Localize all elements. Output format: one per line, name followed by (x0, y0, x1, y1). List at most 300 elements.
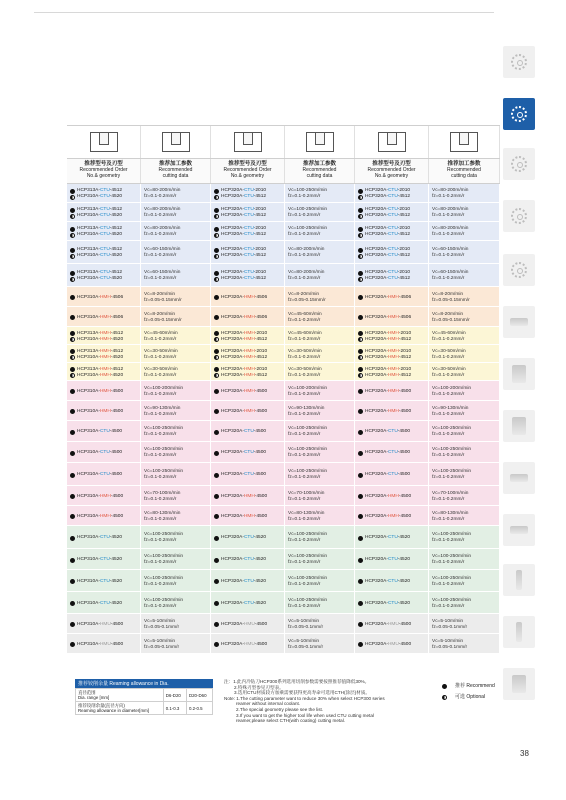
product-code[interactable]: HCP310A-HMH-4500 (70, 514, 138, 520)
product-code[interactable]: HCP310A-CTU-4520 (70, 213, 138, 219)
tool-icon (512, 417, 526, 435)
product-code[interactable]: HCP320A-CTU-2010 (214, 270, 282, 276)
product-code[interactable]: HCP320A-CTU-4520 (358, 579, 426, 585)
product-code[interactable]: HCP320A-HMH-4500 (214, 494, 282, 500)
product-code[interactable]: HCP313A-HMH-4512 (70, 367, 138, 373)
product-code[interactable]: HCP320A-HMU-4500 (214, 622, 282, 628)
cutting-speed: Vc=8-20m/min (432, 291, 464, 297)
product-cell (67, 421, 141, 441)
product-code[interactable]: HCP320A-HMH-2010 (358, 367, 426, 373)
optional-half-dot-icon (214, 195, 219, 200)
page-number: 38 (520, 749, 529, 758)
product-cell (355, 184, 429, 202)
product-code[interactable]: HCP320A-CTU-2010 (214, 226, 282, 232)
product-code[interactable]: HCP313A-CTU-4512 (70, 226, 138, 232)
note-line: 2.The special geometry please see the list. (236, 706, 324, 712)
recommend-dot-icon (214, 601, 219, 606)
product-cell (355, 634, 429, 653)
cutting-data-cell (285, 241, 355, 263)
cutting-speed: Vc=100-250m/min (288, 575, 328, 581)
sidebar-item-10[interactable] (503, 514, 535, 546)
sidebar-item-12[interactable] (503, 616, 535, 648)
product-code[interactable]: HCP320A-HMH-4500 (214, 389, 282, 395)
header-text: Recommended Order (223, 167, 272, 173)
cutting-speed: Vc=100-250m/min (144, 575, 184, 581)
cutting-data-cell (141, 506, 211, 525)
table-row (67, 264, 500, 287)
product-code[interactable]: HCP310A-CTU-4520 (70, 557, 138, 563)
table-header (67, 158, 500, 184)
product-code[interactable]: HCP320A-HMH-4506 (214, 315, 282, 321)
product-code[interactable]: HCP320A-HMU-4500 (214, 642, 282, 648)
product-code[interactable]: HCP310A-CTU-4520 (70, 253, 138, 259)
product-code[interactable]: HCP320A-CTU-4520 (214, 557, 282, 563)
recommend-dot-icon (358, 189, 363, 194)
product-code[interactable]: HCP320A-CTU-2010 (358, 207, 426, 213)
recommend-dot-icon (70, 536, 75, 541)
product-code[interactable]: HCP310A-CTU-4500 (70, 472, 138, 478)
recommend-dot-icon (358, 514, 363, 519)
cutting-data-cell (429, 203, 500, 221)
cutting-data-cell (285, 327, 355, 344)
cutting-speed: Vc=5-10m/min (288, 638, 320, 644)
cutting-speed: Vc=8-20m/min (288, 291, 320, 297)
cutting-data-cell (285, 307, 355, 326)
cutting-speed: Vc=100-250m/min (432, 575, 472, 581)
reaming-allowance-table (75, 679, 213, 715)
recommend-dot-icon (358, 430, 363, 435)
product-cell (211, 327, 285, 344)
product-code[interactable]: HCP320A-CTU-4512 (214, 232, 282, 238)
product-cell (211, 363, 285, 380)
note-line: 3.If you want to get the higher tool life when used CTU cutting metal (236, 712, 374, 718)
feed-rate: fz=0.1-0.2mm/r (432, 194, 465, 199)
product-cell (67, 381, 141, 400)
product-code[interactable]: HCP313A-CTU-4512 (70, 270, 138, 276)
cutting-data-cell (429, 401, 500, 420)
product-code[interactable]: HCP313A-CTU-4512 (70, 247, 138, 253)
header-text: 推荐加工参数 (302, 161, 336, 167)
product-code[interactable]: HCP320A-HMU-4500 (358, 622, 426, 628)
product-cell (67, 614, 141, 633)
cutting-data-cell (285, 614, 355, 633)
feed-rate: fz=0.1-0.2mm/r (432, 354, 465, 360)
recommend-dot-icon (358, 579, 363, 584)
product-cell (211, 287, 285, 306)
recommend-dot-icon (214, 331, 219, 336)
cutting-data-cell (285, 203, 355, 221)
cutting-data-cell (429, 506, 500, 525)
feed-rate: fz=0.05-0.1mm/r (432, 624, 468, 630)
header-text: Recommended Order (367, 167, 416, 173)
product-code[interactable]: HCP320A-CTU-2010 (358, 226, 426, 232)
product-code[interactable]: HCP320A-CTU-2010 (214, 207, 282, 213)
recommend-dot-icon (214, 409, 219, 414)
feed-rate: fz=0.1-0.2mm/r (432, 213, 465, 218)
cutting-data-cell (285, 486, 355, 505)
recommend-dot-icon (358, 208, 363, 213)
feed-rate: fz=0.1-0.2mm/r (432, 253, 465, 258)
cutting-speed: Vc=30-50m/min (432, 348, 466, 354)
product-code[interactable]: HCP320A-HMH-4500 (358, 389, 426, 395)
header-text: 推荐加工参数 (447, 161, 481, 167)
optional-half-dot-icon (70, 214, 75, 219)
product-code[interactable]: HCP320A-CTU-4512 (214, 253, 282, 259)
product-code[interactable]: HCP310A-CTU-4520 (70, 535, 138, 541)
cutting-speed: Vc=100-250m/min (432, 554, 472, 559)
product-cell (355, 592, 429, 613)
feed-rate: fz=0.1-0.2mm/r (144, 232, 177, 237)
sidebar-item-1[interactable] (503, 46, 535, 78)
feed-rate: fz=0.1-0.2mm/r (144, 538, 177, 543)
product-cell (211, 486, 285, 505)
sidebar-item-4[interactable] (503, 200, 535, 232)
feed-rate: fz=0.1-0.2mm/r (144, 581, 177, 587)
sidebar-item-6[interactable] (503, 306, 535, 338)
cutting-data-cell (429, 307, 500, 326)
product-code[interactable]: HCP320A-CTU-4520 (358, 535, 426, 541)
cutting-data-cell (141, 363, 211, 380)
optional-half-dot-icon (214, 254, 219, 259)
cutting-data-cell (285, 363, 355, 380)
product-cell (67, 634, 141, 653)
product-code[interactable]: HCP320A-HMH-4506 (214, 295, 282, 301)
gear-icon (511, 106, 527, 122)
note-line: 注：1.此内冷钻刀HCP300系列选用切削参数需要按照推荐值降低30%。 (224, 679, 370, 684)
feed-rate: fz=0.1-0.2mm/r (288, 516, 321, 522)
cutting-data-cell (141, 264, 211, 286)
table-row (67, 241, 500, 264)
recommend-dot-icon (358, 622, 363, 627)
recommend-dot-icon (358, 367, 363, 372)
recommend-dot-icon (214, 430, 219, 435)
cutting-speed: Vc=5-10m/min (144, 618, 176, 624)
product-code[interactable]: HCP320A-CTU-4500 (358, 429, 426, 435)
cutting-data-cell (141, 463, 211, 485)
feed-rate: fz=0.1-0.2mm/r (144, 194, 177, 199)
product-code[interactable]: HCP320A-CTU-2010 (358, 270, 426, 276)
product-code[interactable]: HCP320A-HMU-4500 (358, 642, 426, 648)
product-code[interactable]: HCP310A-HMH-4500 (70, 409, 138, 415)
product-code[interactable]: HCP320A-CTU-4500 (358, 472, 426, 478)
recommend-dot-icon (70, 208, 75, 213)
product-code[interactable]: HCP313A-HMH-4512 (70, 349, 138, 355)
note-line: Note: 1.The cutting parameter want to reduce 30% when select HCP300 series (224, 695, 385, 701)
product-cell (355, 241, 429, 263)
cutting-speed: Vc=8-20m/min (144, 311, 176, 317)
product-code[interactable]: HCP320A-CTU-4512 (358, 194, 426, 200)
recommend-dot-icon (358, 473, 363, 478)
feed-rate: fz=0.1-0.2mm/r (144, 213, 177, 218)
product-code[interactable]: HCP320A-HMH-4512 (214, 355, 282, 361)
cutting-speed: Vc=60-150m/min (432, 247, 469, 252)
product-code[interactable]: HCP310A-HMH-4520 (70, 337, 138, 343)
product-code[interactable]: HCP320A-CTU-4500 (214, 472, 282, 478)
product-code[interactable]: HCP310A-CTU-4520 (70, 194, 138, 200)
product-code[interactable]: HCP320A-HMH-4500 (214, 514, 282, 520)
product-code[interactable]: HCP320A-HMH-4500 (358, 409, 426, 415)
product-code[interactable]: HCP320A-HMH-4500 (214, 409, 282, 415)
product-code[interactable]: HCP320A-CTU-4512 (358, 213, 426, 219)
product-code[interactable]: HCP320A-CTU-4500 (358, 450, 426, 456)
cutting-data-cell (429, 526, 500, 548)
product-cell (355, 614, 429, 633)
product-code[interactable]: HCP320A-CTU-4520 (214, 601, 282, 607)
cutting-data-cell (141, 526, 211, 548)
cutting-speed: Vc=100-250m/min (432, 597, 472, 603)
feed-rate: fz=0.1-0.2mm/r (432, 475, 465, 480)
recommend-dot-icon (70, 514, 75, 519)
product-code[interactable]: HCP320A-CTU-4512 (214, 213, 282, 219)
table-row (76, 689, 213, 702)
product-code[interactable]: HCP320A-CTU-4512 (214, 276, 282, 282)
cutting-data-cell (429, 592, 500, 613)
cutting-data-cell (141, 401, 211, 420)
product-cell (355, 526, 429, 548)
cutting-data-cell (285, 184, 355, 202)
feed-rate: fz=0.05-0.1mm/r (432, 644, 468, 650)
product-code[interactable]: HCP320A-HMH-4512 (214, 373, 282, 379)
product-code[interactable]: HCP310A-HMH-4506 (70, 295, 138, 301)
feed-rate: fz=0.1-0.2mm/r (432, 538, 465, 543)
tool-icon (516, 622, 522, 642)
recommend-dot-icon (70, 367, 75, 372)
cutting-speed: Vc=60-150m/min (144, 270, 181, 275)
product-code[interactable]: HCP320A-HMH-2010 (358, 331, 426, 337)
product-code[interactable]: HCP320A-HMH-4500 (358, 514, 426, 520)
table-row (67, 486, 500, 506)
table-row (76, 702, 213, 715)
product-code[interactable]: HCP310A-HMU-4500 (70, 642, 138, 648)
optional-half-dot-icon (358, 373, 363, 378)
cutting-speed: Vc=80-200m/min (432, 226, 469, 231)
product-code[interactable]: HCP320A-CTU-4520 (358, 557, 426, 563)
product-code[interactable]: HCP310A-HMH-4520 (70, 355, 138, 361)
legend-item (442, 692, 495, 703)
product-code[interactable]: HCP310A-CTU-4500 (70, 429, 138, 435)
product-cell (355, 549, 429, 569)
product-code[interactable]: HCP320A-HMH-2010 (214, 367, 282, 373)
machining-illustration (285, 126, 355, 158)
sidebar-item-5[interactable] (503, 254, 535, 286)
cutting-data-cell (285, 549, 355, 569)
header-text: No.& geometry (230, 173, 265, 179)
table-row (67, 549, 500, 570)
product-code[interactable]: HCP320A-HMH-4512 (358, 355, 426, 361)
column-header (211, 159, 285, 183)
product-code[interactable]: HCP320A-CTU-2010 (214, 247, 282, 253)
table-cell: 0.1-0.3 (163, 702, 186, 715)
product-code[interactable]: HCP320A-CTU-4520 (358, 601, 426, 607)
product-cell (67, 363, 141, 380)
optional-half-dot-icon (358, 214, 363, 219)
cutting-data-cell (141, 634, 211, 653)
feed-rate: fz=0.1-0.2mm/r (288, 253, 321, 258)
recommend-dot-icon (214, 536, 219, 541)
feed-rate: fz=0.05-0.1mm/r (288, 624, 324, 630)
cutting-speed: Vc=100-250m/min (432, 469, 472, 474)
sidebar-item-11[interactable] (503, 564, 535, 596)
recommend-dot-icon (70, 295, 75, 300)
header-text: Recommended Order (79, 167, 128, 173)
product-code[interactable]: HCP320A-CTU-4512 (358, 276, 426, 282)
feed-rate: fz=0.1-0.2mm/r (144, 411, 177, 417)
feed-rate: fz=0.1-0.2mm/r (432, 276, 465, 281)
recommend-dot-icon (358, 227, 363, 232)
recommend-dot-icon (70, 642, 75, 647)
product-code[interactable]: HCP313A-HMH-4512 (70, 331, 138, 337)
product-code[interactable]: HCP313A-CTU-4512 (70, 207, 138, 213)
product-code[interactable]: HCP310A-HMU-4500 (70, 622, 138, 628)
cutting-data-cell (429, 442, 500, 462)
header-text: cutting data (162, 173, 189, 179)
column-header (67, 159, 141, 183)
product-code[interactable]: HCP310A-CTU-4520 (70, 579, 138, 585)
cutting-data-cell (141, 614, 211, 633)
product-code[interactable]: HCP320A-CTU-4512 (358, 253, 426, 259)
product-code[interactable]: HCP320A-CTU-4500 (214, 450, 282, 456)
feed-rate: fz=0.1-0.2mm/r (144, 453, 177, 458)
column-header (429, 159, 500, 183)
cutting-speed: Vc=70-100m/min (432, 490, 469, 496)
recommend-dot-icon (70, 451, 75, 456)
product-code[interactable]: HCP320A-HMH-4512 (358, 337, 426, 343)
cutting-data-cell (141, 345, 211, 362)
cutting-data-cell (429, 421, 500, 441)
cutting-data-cell (429, 634, 500, 653)
product-cell (67, 287, 141, 306)
product-cell (211, 463, 285, 485)
product-code[interactable]: HCP313A-CTU-4512 (70, 188, 138, 194)
recommend-dot-icon (214, 189, 219, 194)
cutting-speed: Vc=100-250m/min (432, 426, 472, 431)
optional-half-dot-icon (358, 233, 363, 238)
recommend-dot-icon (214, 208, 219, 213)
top-rule (34, 12, 494, 13)
table-row (67, 614, 500, 634)
product-cell (211, 442, 285, 462)
product-cell (355, 222, 429, 240)
product-code[interactable]: HCP310A-CTU-4520 (70, 276, 138, 282)
header-text: 推荐型号及刃型 (372, 161, 411, 167)
product-code[interactable]: HCP320A-HMH-2010 (358, 349, 426, 355)
feed-rate: fz=0.1-0.2mm/r (288, 411, 321, 417)
product-code[interactable]: HCP320A-HMH-4506 (358, 315, 426, 321)
product-code[interactable]: HCP320A-CTU-4520 (214, 579, 282, 585)
sidebar-item-9[interactable] (503, 462, 535, 494)
recommend-dot-icon (70, 189, 75, 194)
recommend-dot-icon (70, 430, 75, 435)
product-cell (67, 549, 141, 569)
recommend-dot-icon (358, 389, 363, 394)
cutting-speed: Vc=100-250m/min (144, 597, 184, 603)
product-code[interactable]: HCP320A-HMH-2010 (214, 349, 282, 355)
table-row (67, 592, 500, 614)
product-code[interactable]: HCP320A-CTU-4512 (214, 194, 282, 200)
table-row (67, 345, 500, 363)
note-line: 2.特殊刃型参见刃型表。 (234, 684, 284, 690)
product-code[interactable]: HCP320A-CTU-4520 (214, 535, 282, 541)
product-code[interactable]: HCP310A-HMH-4500 (70, 389, 138, 395)
product-code[interactable]: HCP310A-CTU-4520 (70, 232, 138, 238)
table-cell: 0.2-0.5 (186, 702, 212, 715)
gear-icon (511, 208, 527, 224)
cutting-speed: Vc=100-250m/min (288, 426, 328, 431)
sidebar-item-13[interactable] (503, 668, 535, 700)
optional-half-dot-icon (70, 195, 75, 200)
product-code[interactable]: HCP310A-HMH-4500 (70, 494, 138, 500)
cutting-speed: Vc=100-250m/min (144, 426, 184, 431)
sidebar-item-3[interactable] (503, 148, 535, 180)
product-code[interactable]: HCP320A-HMH-4500 (358, 494, 426, 500)
feed-rate: fz=0.1-0.2mm/r (288, 432, 321, 437)
recommend-dot-icon (70, 331, 75, 336)
product-code[interactable]: HCP310A-HMH-4520 (70, 373, 138, 379)
product-cell (211, 241, 285, 263)
feed-rate: fz=0.1-0.2mm/r (432, 603, 465, 609)
sidebar-item-8[interactable] (503, 410, 535, 442)
feed-rate: fz=0.1-0.2mm/r (432, 581, 465, 587)
product-code[interactable]: HCP310A-CTU-4500 (70, 450, 138, 456)
recommend-dot-icon (70, 473, 75, 478)
product-code[interactable]: HCP310A-HMH-4506 (70, 315, 138, 321)
product-cell (67, 222, 141, 240)
cutting-data-cell (141, 203, 211, 221)
header-text: 推荐加工参数 (158, 161, 192, 167)
product-code[interactable]: HCP320A-CTU-2010 (358, 247, 426, 253)
product-code[interactable]: HCP320A-CTU-2010 (358, 188, 426, 194)
recommend-dot-icon (358, 331, 363, 336)
cutting-data-cell (429, 264, 500, 286)
product-code[interactable]: HCP320A-HMH-4512 (358, 373, 426, 379)
recommend-dot-icon (70, 248, 75, 253)
product-code[interactable]: HCP320A-CTU-4512 (358, 232, 426, 238)
product-code[interactable]: HCP320A-HMH-2010 (214, 331, 282, 337)
cutting-data-cell (285, 592, 355, 613)
feed-rate: fz=0.1-0.2mm/r (288, 391, 321, 397)
cutting-speed: Vc=80-200m/min (432, 207, 469, 212)
table-row (67, 363, 500, 381)
table-row (67, 222, 500, 241)
note-line: reamer,please select CTH(with coating) cutting metal. (236, 718, 346, 724)
optional-half-dot-icon (358, 195, 363, 200)
cutting-data-cell (285, 506, 355, 525)
header-text: 推荐型号及刃型 (84, 161, 123, 167)
sidebar-item-7[interactable] (503, 358, 535, 390)
recommend-dot-icon (70, 558, 75, 563)
feed-rate: fz=0.1-0.2mm/r (288, 317, 321, 323)
gear-icon (511, 54, 527, 70)
cutting-speed: Vc=100-250m/min (144, 469, 184, 474)
product-cell (67, 264, 141, 286)
sidebar-item-2[interactable] (503, 98, 535, 130)
recommend-dot-icon (358, 409, 363, 414)
product-code[interactable]: HCP320A-HMH-4512 (214, 337, 282, 343)
product-code[interactable]: HCP320A-CTU-4500 (214, 429, 282, 435)
product-code[interactable]: HCP310A-CTU-4520 (70, 601, 138, 607)
feed-rate: fz=0.1-0.2mm/r (432, 453, 465, 458)
feed-rate: fz=0.1-0.2mm/r (144, 496, 177, 502)
cutting-speed: Vc=100-250m/min (288, 226, 328, 231)
feed-rate: fz=0.1-0.2mm/r (288, 336, 321, 342)
feed-rate: fz=0.05-0.1mm/r (144, 644, 180, 650)
table-row (67, 381, 500, 401)
product-code[interactable]: HCP320A-CTU-2010 (214, 188, 282, 194)
feed-rate: fz=0.1-0.2mm/r (288, 538, 321, 543)
column-header (355, 159, 429, 183)
product-cell (67, 570, 141, 591)
product-code[interactable]: HCP320A-HMH-4506 (358, 295, 426, 301)
